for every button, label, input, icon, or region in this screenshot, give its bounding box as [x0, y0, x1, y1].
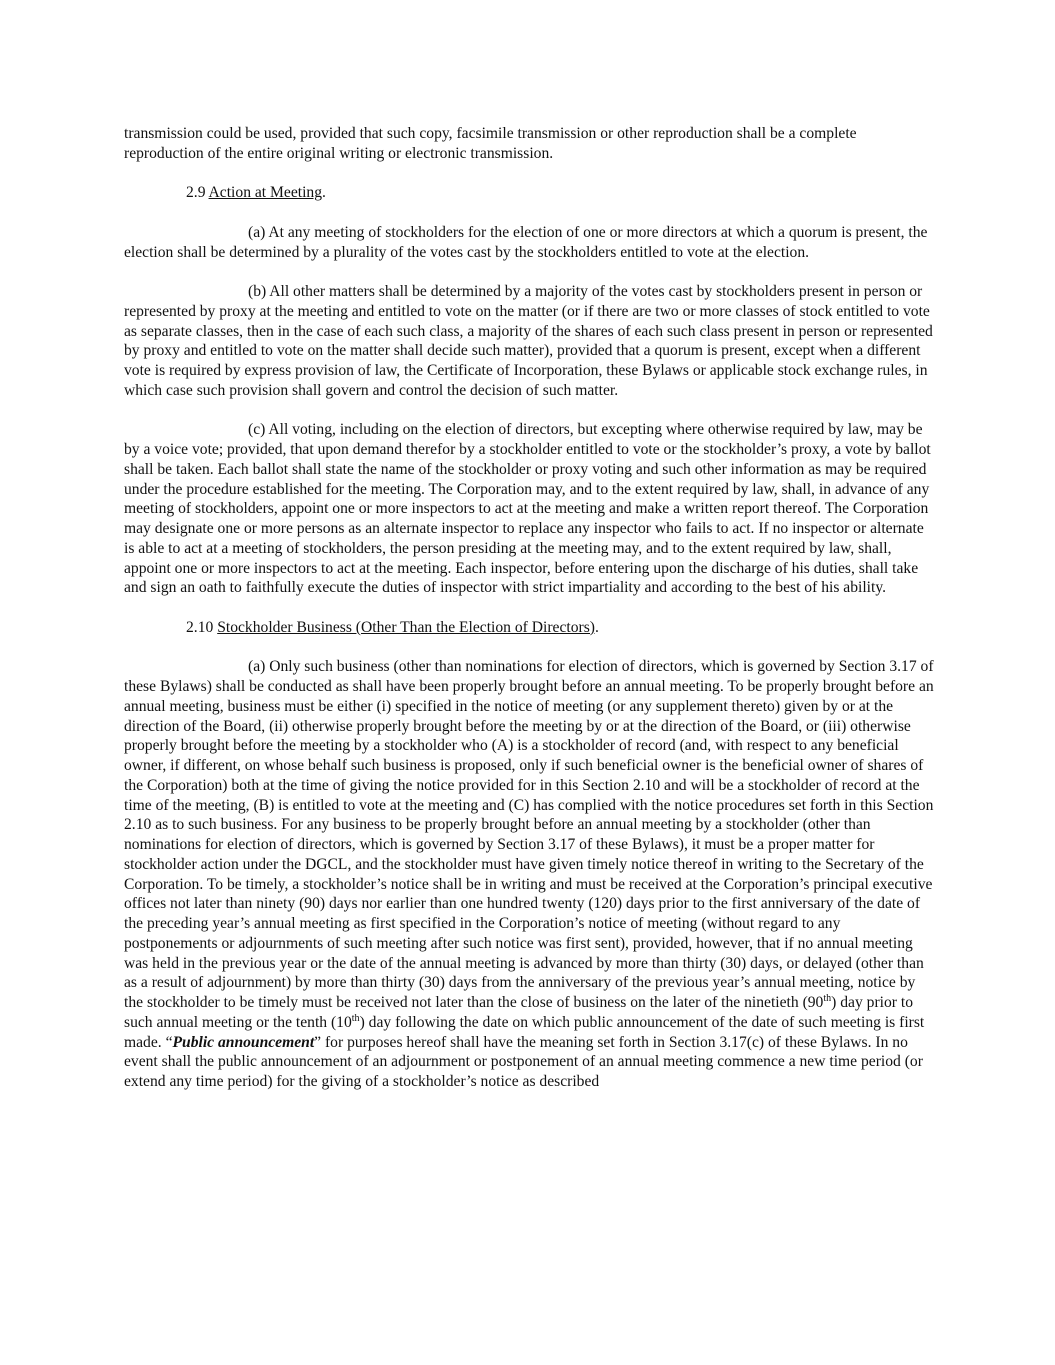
text-run: ) day prior to such annual meeting or the tenth (10 — [124, 994, 913, 1031]
section-title: Action at Meeting — [208, 184, 323, 202]
section-2-10-heading: 2.10 Stockholder Business (Other Than the Election of Directors). — [186, 618, 599, 636]
continuation-paragraph: transmission could be used, provided that such copy, facsimile transmission or other reproduction shall be a complete reproduction of the entire original writing or electronic transmission. — [124, 125, 857, 162]
section-number: 2.9 — [186, 184, 206, 202]
superscript: th — [823, 992, 832, 1004]
section-2-10-a — [124, 657, 936, 1092]
section-2-9-a: (a) At any meeting of stockholders for the election of one or more directors at which a quorum is present, the election shall be determined by a plurality of the votes cast by the stockholders entitled to vote at the election. — [124, 223, 928, 261]
section-2-9-heading: 2.9 Action at Meeting. — [186, 184, 326, 202]
defined-term: Public announcement — [172, 1033, 315, 1051]
document-page — [124, 124, 936, 1112]
text-run: ) day following the date on which public announcement of the date of such meeting is first made. “ — [124, 1013, 925, 1051]
section-number: 2.10 — [186, 618, 214, 636]
text-run: ” for purposes hereof shall have the meaning set forth in Section 3.17(c) of these Bylaws. In no event shall the public announcement of an adjournment or postponement of an annual meeting commence a new time period (or extend any time period) for the giving of a stockholder’s notice as described — [124, 1033, 923, 1090]
text-run: (a) Only such business (other than nominations for election of directors, which is governed by Section 3.17 of these Bylaws) shall be conducted as shall have been properly brought before an annual meeting. To be properly brought before an annual meeting, business must be either (i) specified in the notice of meeting (or any supplement thereto) given by or at the direction of the Board, (ii) otherwise properly brought before the meeting by or at the direction of the Board, or (iii) otherwise properly brought before the meeting by a stockholder who (A) is a stockholder of record (and, with respect to any beneficial owner, if different, on whose behalf such business is proposed, only if such beneficial owner is the beneficial owner of shares of the Corporation) both at the time of giving the notice provided for in this Section 2.10 and will be a stockholder of record at the time of the meeting, (B) is entitled to vote at the meeting and (C) has complied with the notice procedures set forth in this Section 2.10 as to such business. For any business to be properly brought before an annual meeting by a stockholder (other than nominations for election of directors, which is governed by Section 3.17 of these Bylaws), it must be a proper matter for stockholder action under the DGCL, and the stockholder must have given timely notice thereof in writing to the Secretary of the Corporation. To be timely, a stockholder’s notice shall be in writing and must be received at the Corporation’s principal executive offices not later than ninety (90) days nor earlier than one hundred twenty (120) days prior to the first anniversary of the date of the preceding year’s annual meeting as first specified in the Corporation’s notice of meeting (without regard to any postponements or adjournments of such meeting after such notice was first sent), provided, however, that if no annual meeting was held in the previous year or the date of the annual meeting is advanced by more than thirty (30) days, or delayed (other than as a result of adjournment) by more than thirty (30) days from the anniversary of the previous year’s annual meeting, notice by the stockholder to be timely must be received not later than the close of business on the later of the ninetieth (90 — [124, 658, 934, 1011]
superscript: th — [351, 1012, 360, 1024]
section-2-9-b: (b) All other matters shall be determined by a majority of the votes cast by stockholders present in person or represented by proxy at the meeting and entitled to vote on the matter (or if there are two or more classes of stock entitled to vote as separate classes, then in the case of each such class, a majority of the shares of each such class present in person or represented by proxy and entitled to vote on the matter shall decide such matter), provided that a quorum is present, except when a different vote is required by express provision of law, the Certificate of Incorporation, these Bylaws or applicable stock exchange rules, in which case such provision shall govern and control the decision of such matter. — [124, 283, 933, 399]
section-2-9-c: (c) All voting, including on the election of directors, but excepting where otherwise required by law, may be by a voice vote; provided, that upon demand therefor by a stockholder entitled to vote or the stockholder’s proxy, a vote by ballot shall be taken. Each ballot shall state the name of the stockholder or proxy voting and such other information as may be required under the procedure established for the meeting. The Corporation may, and to the extent required by law, shall, in advance of any meeting of stockholders, appoint one or more inspectors to act at the meeting and make a written report thereof. The Corporation may designate one or more persons as an alternate inspector to replace any inspector who fails to act. If no inspector or alternate is able to act at a meeting of stockholders, the person presiding at the meeting may, and to the extent required by law, shall, appoint one or more inspectors to act at the meeting. Each inspector, before entering upon the discharge of his duties, shall take and sign an oath to faithfully execute the duties of inspector with strict impartiality and according to the best of his ability. — [124, 421, 931, 597]
section-title: Stockholder Business (Other Than the Election of Directors) — [217, 618, 595, 636]
